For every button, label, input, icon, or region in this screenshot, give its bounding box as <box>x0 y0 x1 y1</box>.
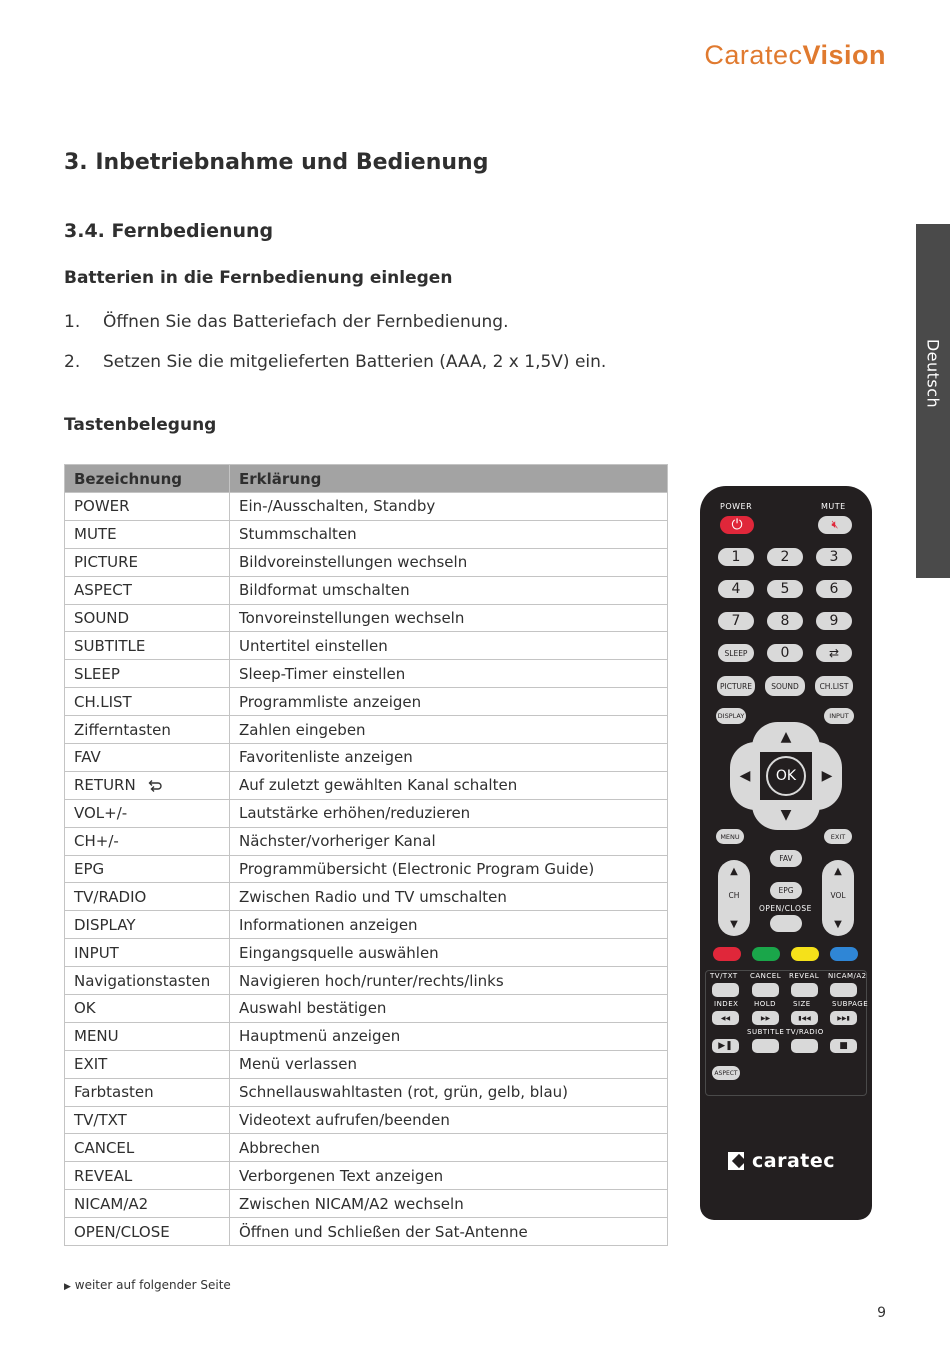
ttx-label: TV/TXT <box>710 972 738 980</box>
ttx-label: SIZE <box>793 1000 811 1008</box>
table-row <box>65 1218 668 1246</box>
table-row <box>65 1078 668 1106</box>
digit-7: 7 <box>718 612 754 630</box>
tvradio-label: TV/RADIO <box>786 1028 824 1036</box>
table-row <box>65 604 668 632</box>
key-name-cell: SUBTITLE <box>65 632 230 660</box>
key-name-cell: NICAM/A2 <box>65 1190 230 1218</box>
input-button: INPUT <box>824 708 854 724</box>
vol-down-icon: ▼ <box>834 919 842 930</box>
key-name-cell: FAV <box>65 744 230 772</box>
ttx-label: CANCEL <box>750 972 782 980</box>
keys-heading: Tastenbelegung <box>64 415 217 435</box>
openclose-label: OPEN/CLOSE <box>759 904 812 913</box>
key-name-cell: INPUT <box>65 939 230 967</box>
return-icon <box>146 779 164 793</box>
yellow-button <box>791 947 819 961</box>
table-row <box>65 1050 668 1078</box>
power-label: POWER <box>720 502 753 511</box>
blue-button <box>830 947 858 961</box>
sleep-button: SLEEP <box>718 644 754 662</box>
language-tab: Deutsch <box>916 224 950 578</box>
caratec-logo: caratec <box>728 1150 835 1172</box>
table-row <box>65 771 668 799</box>
key-name-cell: VOL+/- <box>65 799 230 827</box>
tvradio-button <box>791 1039 818 1053</box>
ttx-button <box>791 983 818 997</box>
step-2: 2. Setzen Sie die mitgelieferten Batterien (AAA, 2 x 1,5V) ein. <box>64 352 607 372</box>
picture-button: PICTURE <box>717 676 755 696</box>
chapter-title: 3. Inbetriebnahme und Bedienung <box>64 150 489 175</box>
digit-5: 5 <box>767 580 803 598</box>
ttx-label: HOLD <box>754 1000 777 1008</box>
key-name-cell: Navigationstasten <box>65 967 230 995</box>
ch-rocker: ▲ CH ▼ <box>718 860 750 936</box>
key-description-cell: Abbrechen <box>230 1134 668 1162</box>
table-row <box>65 939 668 967</box>
key-name-cell: OK <box>65 995 230 1023</box>
table-row <box>65 493 668 521</box>
ttx-button <box>752 983 779 997</box>
key-description-cell: Schnellauswahltasten (rot, grün, gelb, blau) <box>230 1078 668 1106</box>
caratec-logo-icon <box>728 1152 744 1170</box>
key-description-cell: Favoritenliste anzeigen <box>230 744 668 772</box>
section-title: 3.4. Fernbedienung <box>64 220 274 242</box>
key-description-cell: Stummschalten <box>230 520 668 548</box>
table-row <box>65 716 668 744</box>
digit-0: 0 <box>767 644 803 662</box>
key-description-cell: Verborgenen Text anzeigen <box>230 1162 668 1190</box>
key-description-cell: Untertitel einstellen <box>230 632 668 660</box>
key-name-cell: Zifferntasten <box>65 716 230 744</box>
key-description-cell: Nächster/vorheriger Kanal <box>230 827 668 855</box>
fast-forward-icon: ▶▶ <box>752 1011 779 1025</box>
table-row <box>65 576 668 604</box>
key-description-cell: Hauptmenü anzeigen <box>230 1022 668 1050</box>
key-description-cell: Zahlen eingeben <box>230 716 668 744</box>
table-row <box>65 1134 668 1162</box>
key-description-cell: Sleep-Timer einstellen <box>230 660 668 688</box>
nav-left-icon: ◀ <box>730 742 760 810</box>
table-row <box>65 995 668 1023</box>
ttx-label: NICAM/A2 <box>828 972 867 980</box>
key-description-cell: Öffnen und Schließen der Sat-Antenne <box>230 1218 668 1246</box>
key-name-cell: PICTURE <box>65 548 230 576</box>
table-row <box>65 799 668 827</box>
fav-button: FAV <box>770 850 802 867</box>
subtitle-label: SUBTITLE <box>747 1028 785 1036</box>
column-header: Bezeichnung <box>65 465 230 493</box>
table-row <box>65 1106 668 1134</box>
menu-button: MENU <box>716 829 744 844</box>
key-description-cell: Zwischen NICAM/A2 wechseln <box>230 1190 668 1218</box>
key-name-cell: TV/RADIO <box>65 883 230 911</box>
openclose-button <box>770 915 802 932</box>
key-description-cell: Bildvoreinstellungen wechseln <box>230 548 668 576</box>
key-name-cell: Farbtasten <box>65 1078 230 1106</box>
ch-up-icon: ▲ <box>730 866 738 877</box>
return-icon: ⇄ <box>816 644 852 662</box>
display-button: DISPLAY <box>716 708 746 724</box>
digit-2: 2 <box>767 548 803 566</box>
key-description-cell: Auswahl bestätigen <box>230 995 668 1023</box>
nav-up-icon: ▲ <box>752 722 820 752</box>
table-row <box>65 548 668 576</box>
key-description-cell: Ein-/Ausschalten, Standby <box>230 493 668 521</box>
stop-icon: ■ <box>830 1039 857 1053</box>
key-name-cell: SOUND <box>65 604 230 632</box>
table-row <box>65 1162 668 1190</box>
key-name-cell: EPG <box>65 855 230 883</box>
table-row <box>65 632 668 660</box>
key-description-cell: Tonvoreinstellungen wechseln <box>230 604 668 632</box>
key-name-cell: OPEN/CLOSE <box>65 1218 230 1246</box>
key-name-cell: ASPECT <box>65 576 230 604</box>
key-name-cell: SLEEP <box>65 660 230 688</box>
ch-down-icon: ▼ <box>730 919 738 930</box>
digit-1: 1 <box>718 548 754 566</box>
sound-button: SOUND <box>765 676 805 696</box>
table-row <box>65 855 668 883</box>
ttx-button <box>830 983 857 997</box>
digit-6: 6 <box>816 580 852 598</box>
table-row <box>65 688 668 716</box>
table-row <box>65 1190 668 1218</box>
arrow-right-icon: ▶ <box>64 1282 71 1292</box>
key-description-cell: Eingangsquelle auswählen <box>230 939 668 967</box>
red-button <box>713 947 741 961</box>
ttx-label: SUBPAGE <box>832 1000 869 1008</box>
key-name-cell: CANCEL <box>65 1134 230 1162</box>
key-name-cell: MUTE <box>65 520 230 548</box>
mute-label: MUTE <box>821 502 846 511</box>
ttx-button <box>712 983 739 997</box>
key-description-cell: Informationen anzeigen <box>230 911 668 939</box>
epg-button: EPG <box>770 882 802 899</box>
key-description-cell: Programmliste anzeigen <box>230 688 668 716</box>
nav-down-icon: ▼ <box>752 800 820 830</box>
column-header: Erklärung <box>230 465 668 493</box>
table-row <box>65 520 668 548</box>
ttx-label: REVEAL <box>789 972 820 980</box>
table-row <box>65 911 668 939</box>
key-name-cell: POWER <box>65 493 230 521</box>
table-row <box>65 660 668 688</box>
table-row <box>65 1022 668 1050</box>
aspect-button: ASPECT <box>712 1066 740 1080</box>
mute-icon: 🔇︎ <box>818 516 852 534</box>
key-name-cell: EXIT <box>65 1050 230 1078</box>
key-description-cell: Videotext aufrufen/beenden <box>230 1106 668 1134</box>
key-name-cell: DISPLAY <box>65 911 230 939</box>
next-icon: ▶▶▮ <box>830 1011 857 1025</box>
ttx-label: INDEX <box>714 1000 739 1008</box>
key-table <box>64 464 668 1246</box>
digit-8: 8 <box>767 612 803 630</box>
key-name-cell: CH+/- <box>65 827 230 855</box>
subtitle-button <box>752 1039 779 1053</box>
key-name-cell: MENU <box>65 1022 230 1050</box>
key-description-cell: Bildformat umschalten <box>230 576 668 604</box>
key-name-cell: TV/TXT <box>65 1106 230 1134</box>
chlist-button: CH.LIST <box>815 676 853 696</box>
nav-right-icon: ▶ <box>812 742 842 810</box>
previous-icon: ▮◀◀ <box>791 1011 818 1025</box>
key-name-cell: CH.LIST <box>65 688 230 716</box>
exit-button: EXIT <box>824 829 852 844</box>
step-1: 1. Öffnen Sie das Batteriefach der Fernbedienung. <box>64 312 509 332</box>
key-description-cell: Programmübersicht (Electronic Program Guide) <box>230 855 668 883</box>
table-row <box>65 827 668 855</box>
brand-logo: CaratecVision <box>704 40 886 70</box>
page-number: 9 <box>877 1305 886 1321</box>
table-row <box>65 883 668 911</box>
key-description-cell: Auf zuletzt gewählten Kanal schalten <box>230 771 668 799</box>
key-name-cell: RETURN <box>65 771 230 799</box>
vol-up-icon: ▲ <box>834 866 842 877</box>
footnote: ▶ weiter auf folgender Seite <box>64 1278 231 1292</box>
power-icon: ⏻ <box>720 516 754 534</box>
key-name-cell: REVEAL <box>65 1162 230 1190</box>
rewind-icon: ◀◀ <box>712 1011 739 1025</box>
key-description-cell: Navigieren hoch/runter/rechts/links <box>230 967 668 995</box>
digit-4: 4 <box>718 580 754 598</box>
key-description-cell: Zwischen Radio und TV umschalten <box>230 883 668 911</box>
table-row <box>65 967 668 995</box>
battery-heading: Batterien in die Fernbedienung einlegen <box>64 268 453 288</box>
table-row <box>65 744 668 772</box>
vol-rocker: ▲ VOL ▼ <box>822 860 854 936</box>
play-pause-icon: ▶❚ <box>712 1039 739 1053</box>
green-button <box>752 947 780 961</box>
remote-control <box>700 486 872 1220</box>
table-header-row <box>65 465 668 493</box>
ok-button: OK <box>766 756 806 796</box>
digit-9: 9 <box>816 612 852 630</box>
key-description-cell: Menü verlassen <box>230 1050 668 1078</box>
key-description-cell: Lautstärke erhöhen/reduzieren <box>230 799 668 827</box>
digit-3: 3 <box>816 548 852 566</box>
